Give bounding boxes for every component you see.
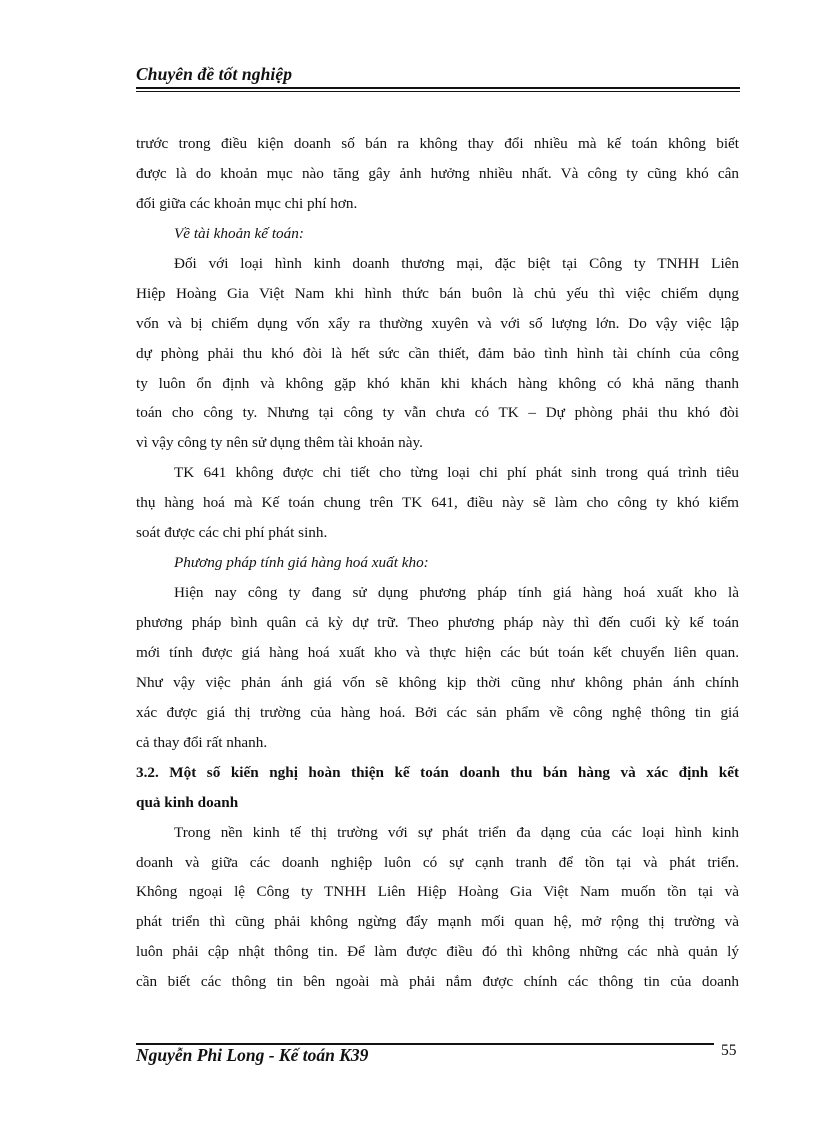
body-line: phát triển thì cũng phải không ngừng đẩy mạnh mối quan hệ, mở rộng thị trường và — [136, 913, 739, 931]
body-line: cần biết các thông tin bên ngoài mà phải nắm được chính các thông tin của doanh — [136, 973, 739, 991]
body-line: đối giữa các khoản mục chi phí hơn. — [136, 194, 358, 212]
footer-author: Nguyễn Phi Long - Kế toán K39 — [136, 1045, 369, 1065]
header-title: Chuyên đề tốt nghiệp — [136, 64, 293, 84]
body-line: soát được các chi phí phát sinh. — [136, 524, 328, 542]
body-line: vì vậy công ty nên sử dụng thêm tài khoản này. — [136, 434, 423, 452]
body-line: Đối với loại hình kinh doanh thương mại, đặc biệt tại Công ty TNHH Liên — [174, 254, 739, 272]
section-heading: quả kinh doanh — [136, 793, 239, 811]
header-rule-thick — [136, 87, 740, 89]
section-heading: 3.2. Một số kiến nghị hoàn thiện kế toán doanh thu bán hàng và xác định kết — [136, 763, 739, 781]
body-line: ty luôn ổn định và không gặp khó khăn khi khách hàng không có khả năng thanh — [136, 374, 739, 392]
page-number: 55 — [721, 1042, 737, 1059]
body-line: thụ hàng hoá mà Kế toán chung trên TK 641, điều này sẽ làm cho công ty khó kiểm — [136, 494, 739, 512]
body-line: Hiện nay công ty đang sử dụng phương pháp tính giá hàng hoá xuất kho là — [174, 584, 739, 602]
body-line: mới tính được giá hàng hoá xuất kho và thực hiện các bút toán kết chuyển liên quan. — [136, 643, 739, 661]
body-line: xác được giá thị trường của hàng hoá. Bởi các sản phẩm về công nghệ thông tin giá — [136, 703, 739, 721]
body-line: được là do khoản mục nào tăng gây ảnh hưởng nhiều nhất. Và công ty cũng khó cân — [136, 164, 739, 182]
body-line: TK 641 không được chi tiết cho từng loại chi phí phát sinh trong quá trình tiêu — [174, 464, 739, 482]
body-line: Không ngoại lệ Công ty TNHH Liên Hiệp Hoàng Gia Việt Nam muốn tồn tại và — [136, 883, 739, 901]
body-line: dự phòng phải thu khó đòi là hết sức cần thiết, đảm bảo tình hình tài chính của công — [136, 344, 739, 362]
body-line: luôn phải cập nhật thông tin. Để làm được điều đó thì không những các nhà quản lý — [136, 943, 739, 961]
body-line: doanh và giữa các doanh nghiệp luôn có sự cạnh tranh để tồn tại và phát triển. — [136, 853, 739, 871]
body-line: toán cho công ty. Nhưng tại công ty vẫn chưa có TK – Dự phòng phải thu khó đòi — [136, 404, 739, 422]
body-line: trước trong điều kiện doanh số bán ra không thay đổi nhiều mà kế toán không biết — [136, 135, 739, 152]
document-body — [136, 129, 739, 997]
body-line: Như vậy việc phản ánh giá vốn sẽ không kịp thời cũng như không phản ánh chính — [136, 673, 739, 691]
body-line: cả thay đổi rất nhanh. — [136, 733, 268, 751]
body-line: phương pháp bình quân cả kỳ dự trữ. Theo phương pháp này thì đến cuối kỳ kế toán — [136, 614, 739, 631]
body-line: Trong nền kinh tế thị trường với sự phát triển đa dạng của các loại hình kinh — [174, 823, 739, 841]
subheading-account: Về tài khoản kế toán: — [174, 224, 304, 242]
body-line: vốn và bị chiếm dụng vốn xẩy ra thường xuyên và với số lượng lớn. Do vậy việc lập — [136, 314, 739, 332]
header-rule-thin — [136, 91, 740, 92]
subheading-method: Phương pháp tính giá hàng hoá xuất kho: — [174, 554, 429, 572]
body-line: Hiệp Hoàng Gia Việt Nam khi hình thức bán buôn là chủ yếu thì việc chiếm dụng — [136, 284, 739, 302]
